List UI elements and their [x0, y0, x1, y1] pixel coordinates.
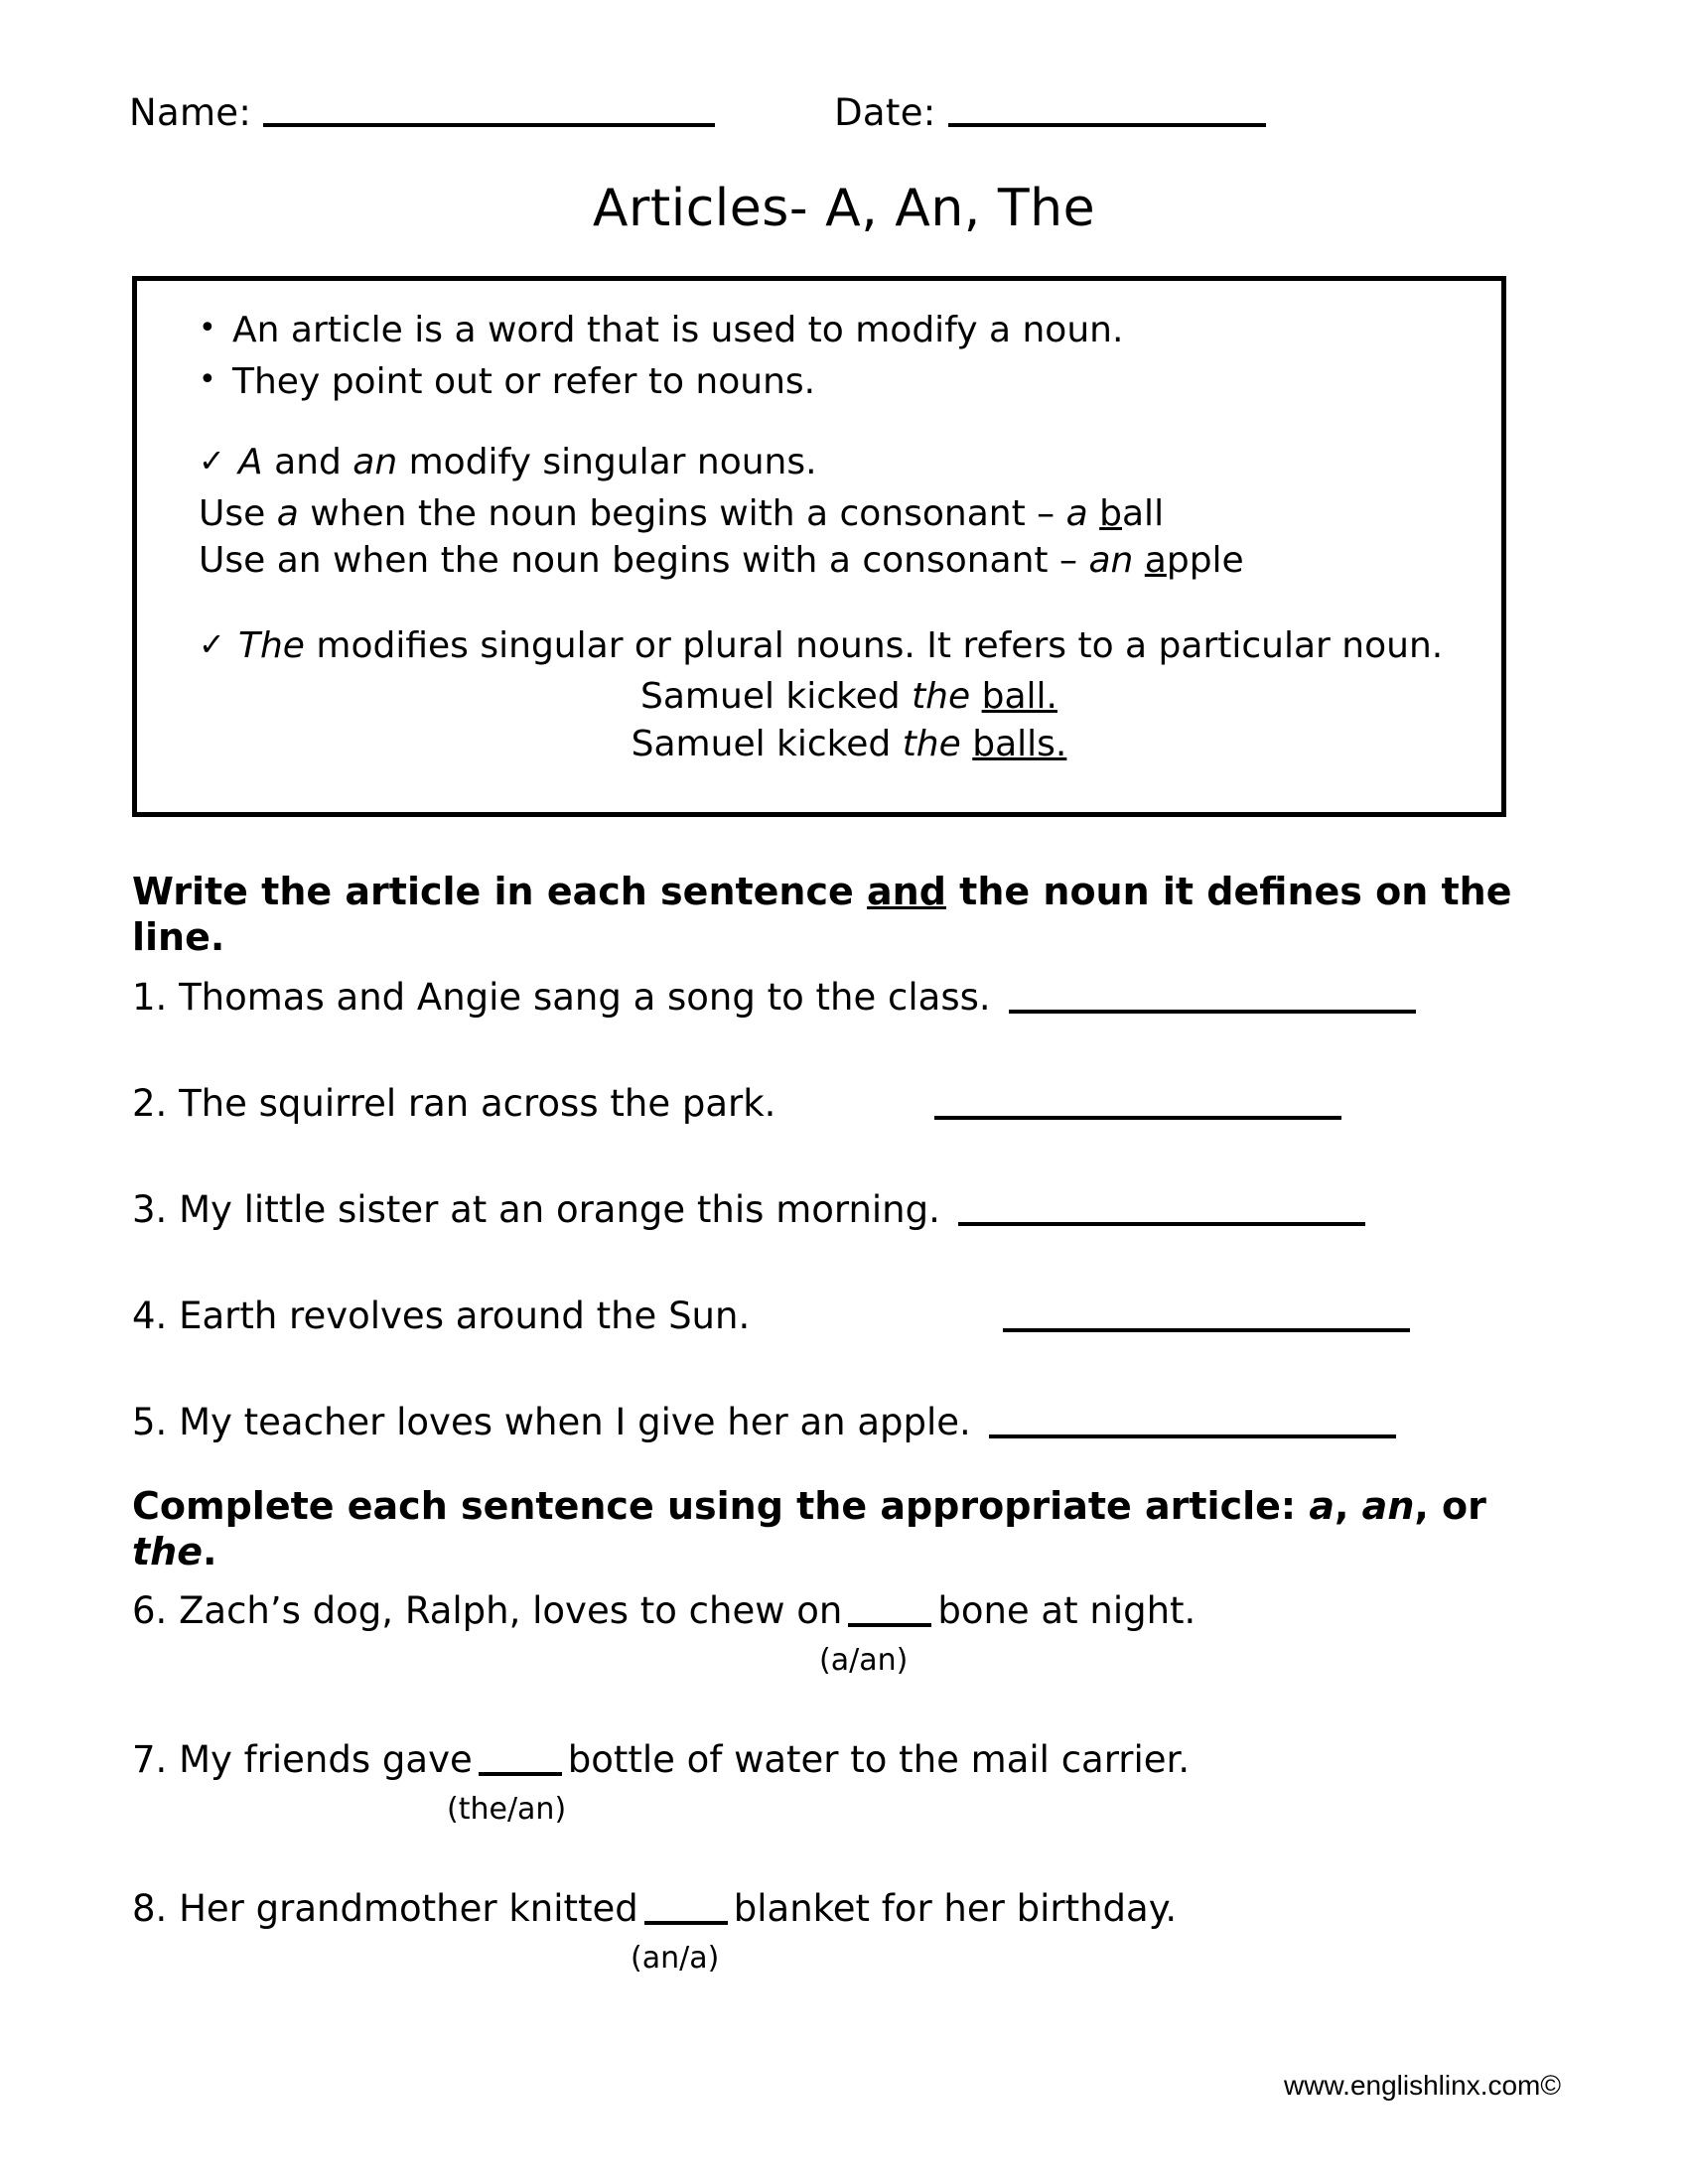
direction2-end: . — [203, 1529, 217, 1573]
question-6-text-after: bone at night. — [937, 1589, 1196, 1632]
question-7-text-after: bottle of water to the mail carrier. — [567, 1738, 1191, 1781]
question-7-number: 7. — [132, 1738, 168, 1781]
underlined-b: b — [1099, 492, 1122, 534]
bullet-icon: • — [199, 361, 216, 397]
name-label: Name: — [129, 91, 252, 134]
italic-option-an: an — [1361, 1484, 1415, 1528]
rule-a-an-tail: modify singular nouns. — [397, 442, 817, 483]
bullet-text: An article is a word that is used to modify a noun. — [232, 310, 1124, 350]
answer-blank-4[interactable] — [1003, 1328, 1410, 1332]
date-blank-line[interactable] — [948, 123, 1266, 127]
question-2-number: 2. — [132, 1082, 168, 1125]
answer-blank-6[interactable] — [848, 1623, 931, 1627]
question-6-number: 6. — [132, 1589, 168, 1632]
question-6 — [132, 1588, 1582, 1634]
direction1-part1: Write the article in each sentence — [132, 870, 868, 913]
underlined-and: and — [867, 870, 946, 913]
use-an-rule — [199, 537, 1476, 585]
use-a-prefix: Use — [199, 492, 277, 534]
italic-the-2: the — [902, 723, 961, 764]
underlined-ball: ball. — [981, 676, 1057, 718]
answer-blank-3[interactable] — [958, 1222, 1365, 1226]
question-8-hint: (an/a) — [631, 1941, 720, 1976]
question-8-text-before: Her grandmother knitted — [167, 1887, 638, 1930]
direction-write-article — [132, 870, 1562, 960]
rule-a-an-conjunction: and — [262, 442, 353, 483]
italic-example-a: a — [1065, 492, 1088, 534]
check-icon: ✓ — [199, 442, 225, 480]
use-a-rule — [199, 490, 1476, 538]
direction2-sep1: , — [1335, 1484, 1362, 1528]
question-1-text: Thomas and Angie sang a song to the class. — [167, 976, 991, 1019]
italic-a: a — [276, 492, 299, 534]
name-blank-line[interactable] — [263, 123, 715, 127]
spacer — [163, 585, 1476, 622]
question-1 — [132, 975, 1582, 1021]
question-4 — [132, 1294, 1582, 1339]
example-sentence-plural — [163, 721, 1476, 768]
italic-article-a: A — [238, 442, 263, 483]
rule-a-an — [199, 439, 1476, 486]
question-5-text: My teacher loves when I give her an apple. — [167, 1401, 971, 1443]
student-info-header — [129, 91, 1559, 134]
question-6-hint: (a/an) — [819, 1643, 909, 1678]
question-2-text: The squirrel ran across the park. — [167, 1082, 776, 1125]
italic-option-the: the — [132, 1529, 203, 1573]
rule-a-an-text — [238, 439, 817, 486]
question-5-number: 5. — [132, 1401, 168, 1443]
direction1-part2: the noun it defines on the line. — [132, 870, 1512, 959]
example-sentence-singular — [163, 673, 1476, 721]
bullet-text: They point out or refer to nouns. — [232, 360, 816, 402]
spacer — [163, 409, 1476, 439]
site-footer: www.englishlinx.com© — [1284, 2070, 1561, 2101]
example2-prefix: Samuel kicked — [631, 723, 903, 764]
use-a-middle: when the noun begins with a consonant – — [298, 492, 1066, 534]
use-an-prefix: Use an when the noun begins with a consonant – — [199, 540, 1089, 582]
direction2-part1: Complete each sentence using the appropriate article: — [132, 1484, 1310, 1528]
rule-the-tail: modifies singular or plural nouns. It refers to a particular noun. — [304, 624, 1444, 666]
question-4-number: 4. — [132, 1295, 168, 1337]
example-ball-rest: all — [1122, 492, 1165, 534]
answer-blank-2[interactable] — [934, 1116, 1341, 1120]
underlined-balls: balls. — [972, 723, 1067, 764]
page-title: Articles- A, An, The — [592, 179, 1096, 238]
question-6-text-before: Zach’s dog, Ralph, loves to chew on — [167, 1589, 843, 1632]
rule-the — [199, 622, 1476, 670]
question-3-text: My little sister at an orange this morning. — [167, 1188, 940, 1231]
answer-blank-8[interactable] — [644, 1921, 728, 1925]
rules-box — [132, 276, 1506, 817]
italic-the-1: the — [912, 676, 971, 718]
bullet-icon: • — [199, 311, 216, 345]
question-3 — [132, 1187, 1582, 1233]
question-8 — [132, 1886, 1582, 1932]
italic-option-a: a — [1309, 1484, 1335, 1528]
list-item — [199, 358, 1476, 406]
question-3-number: 3. — [132, 1188, 168, 1231]
answer-blank-1[interactable] — [1009, 1010, 1416, 1014]
question-7-text-before: My friends gave — [167, 1738, 473, 1781]
answer-blank-5[interactable] — [989, 1434, 1396, 1438]
example-apple-rest: pple — [1166, 540, 1244, 582]
answer-blank-7[interactable] — [479, 1772, 562, 1776]
direction-complete-sentence — [132, 1484, 1562, 1574]
italic-example-an: an — [1088, 540, 1134, 582]
check-icon: ✓ — [199, 624, 225, 663]
example1-prefix: Samuel kicked — [640, 676, 913, 718]
question-8-text-after: blanket for her birthday. — [733, 1887, 1178, 1930]
list-item — [199, 307, 1476, 354]
date-label: Date: — [834, 91, 936, 134]
italic-article-an: an — [352, 442, 398, 483]
rule-the-text — [238, 622, 1443, 670]
question-7-hint: (the/an) — [447, 1792, 567, 1827]
italic-article-the: The — [238, 624, 305, 666]
question-7 — [132, 1737, 1582, 1783]
question-5 — [132, 1400, 1582, 1445]
direction2-sep2: , or — [1414, 1484, 1486, 1528]
question-1-number: 1. — [132, 976, 168, 1019]
question-8-number: 8. — [132, 1887, 168, 1930]
underlined-a: a — [1144, 540, 1167, 582]
question-2 — [132, 1081, 1582, 1127]
question-4-text: Earth revolves around the Sun. — [167, 1295, 751, 1337]
